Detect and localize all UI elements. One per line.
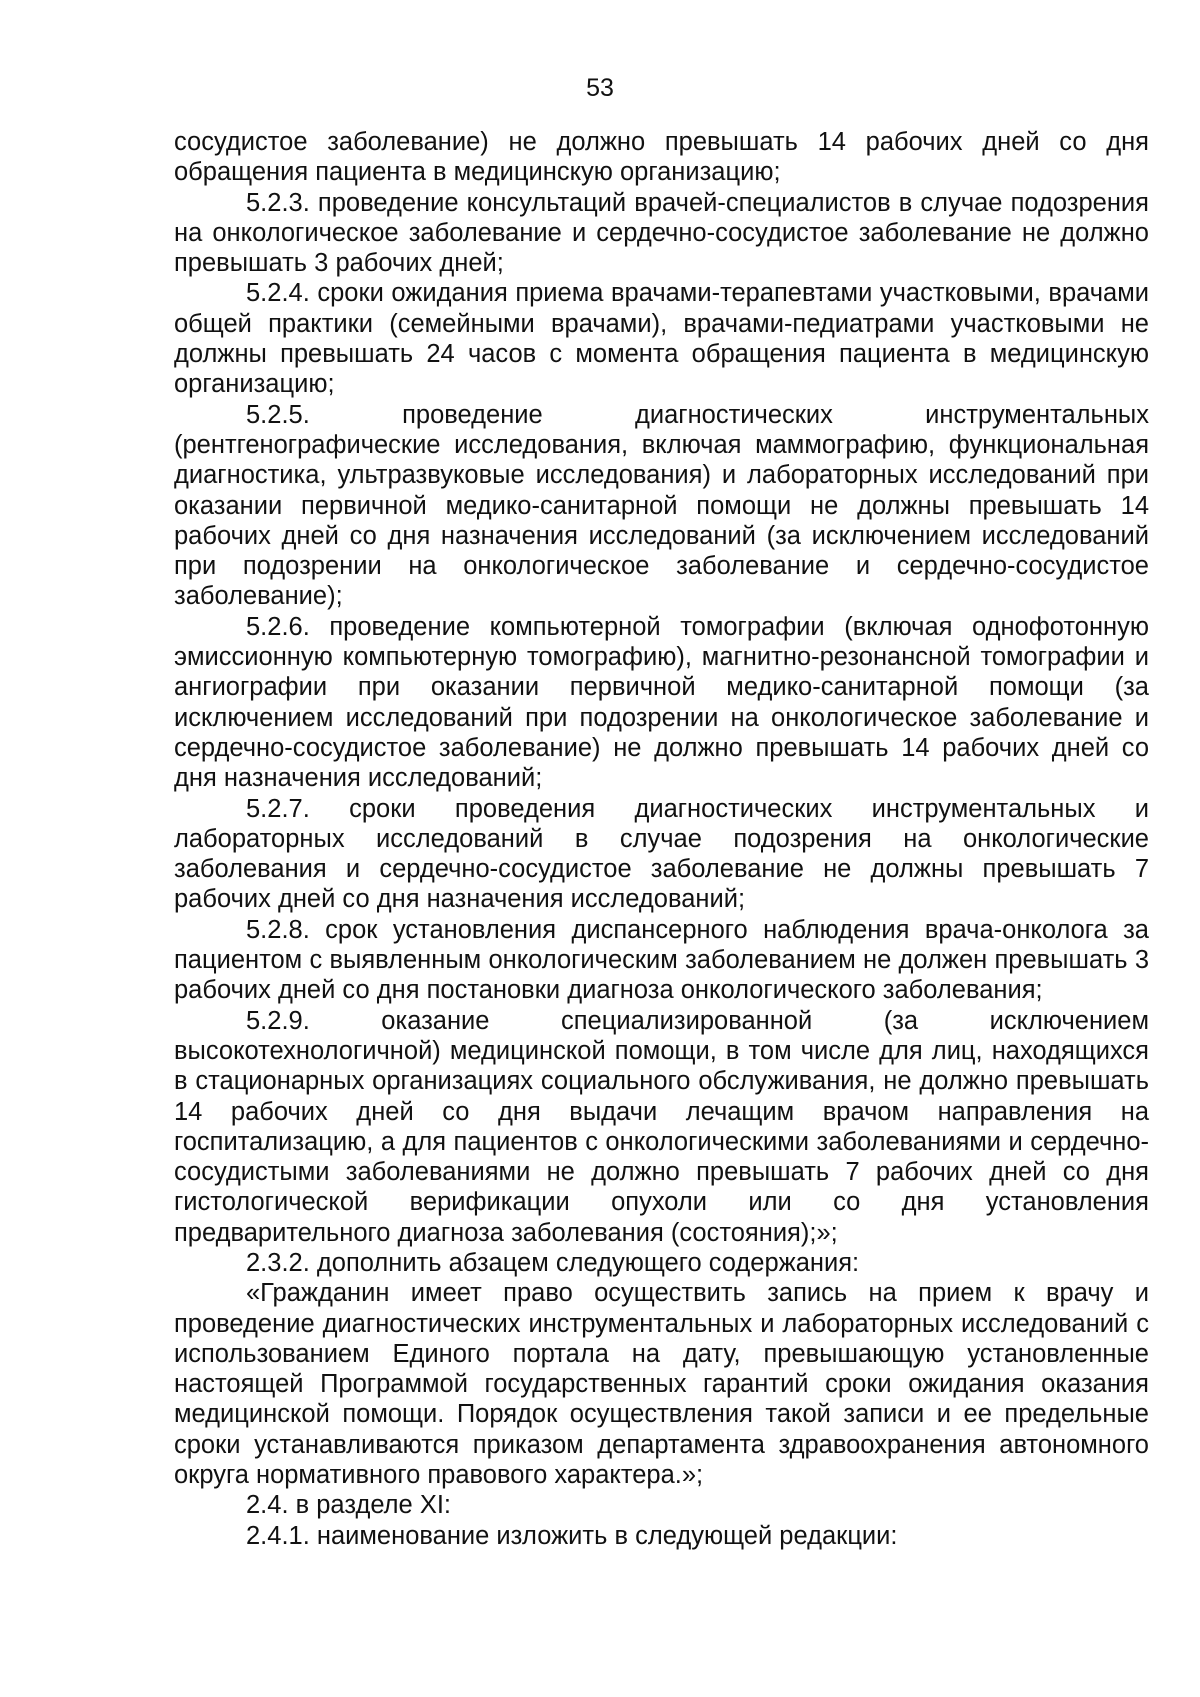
paragraph-2-4-1: 2.4.1. наименование изложить в следующей редакции:	[246, 1521, 898, 1550]
paragraph-5-2-5: 5.2.5. проведение диагностических инструментальных (рентгенографические исследования, включая маммографию, функциональная диагностика, ультразвуковые исследования) и лабораторных исследований при оказании первичной медико-санитарной помощи не должны превышать 14 рабочих дней со дня назначения исследований (за исключением исследований при подозрении на онкологическое заболевание и сердечно-сосудистое заболевание);	[174, 400, 1149, 611]
paragraph-5-2-9: 5.2.9. оказание специализированной (за исключением высокотехнологичной) медицинской помощи, в том числе для лиц, находящихся в стационарных организациях социального обслуживания, не должно превышать 14 рабочих дней со дня выдачи лечащим врачом направления на госпитализацию, а для пациентов с онкологическими заболеваниями и сердечно-сосудистыми заболеваниями не должно превышать 7 рабочих дней со дня гистологической верификации опухоли или со дня установления предварительного диагноза заболевания (состояния);»;	[174, 1006, 1149, 1247]
page-number: 53	[586, 74, 614, 102]
paragraph-continuation: сосудистое заболевание) не должно превышать 14 рабочих дней со дня обращения пациента в медицинскую организацию;	[174, 128, 1149, 187]
paragraph-5-2-4: 5.2.4. сроки ожидания приема врачами-терапевтами участковыми, врачами общей практики (семейными врачами), врачами-педиатрами участковыми не должны превышать 24 часов с момента обращения пациента в медицинскую организацию;	[174, 279, 1149, 399]
paragraph-5-2-8: 5.2.8. срок установления диспансерного наблюдения врача-онколога за пациентом с выявленным онкологическим заболеванием не должен превышать 3 рабочих дней со дня постановки диагноза онкологического заболевания;	[174, 915, 1149, 1005]
paragraph-2-3-2: 2.3.2. дополнить абзацем следующего содержания:	[246, 1248, 860, 1277]
paragraph-5-2-7: 5.2.7. сроки проведения диагностических инструментальных и лабораторных исследований в случае подозрения на онкологические заболевания и сердечно-сосудистое заболевание не должны превышать 7 рабочих дней со дня назначения исследований;	[174, 794, 1149, 914]
document-body	[174, 127, 1149, 1551]
paragraph-5-2-6: 5.2.6. проведение компьютерной томографии (включая однофотонную эмиссионную компьютерную томографию), магнитно-резонансной томографии и ангиографии при оказании первичной медико-санитарной помощи (за исключением исследований при подозрении на онкологическое заболевание и сердечно-сосудистое заболевание) не должно превышать 14 рабочих дней со дня назначения исследований;	[174, 612, 1149, 793]
paragraph-quoted-addition: «Гражданин имеет право осуществить запись на прием к врачу и проведение диагностических инструментальных и лабораторных исследований с использованием Единого портала на дату, превышающую установленные настоящей Программой государственных гарантий сроки ожидания оказания медицинской помощи. Порядок осуществления такой записи и ее предельные сроки устанавливаются приказом департамента здравоохранения автономного округа нормативного правового характера.»;	[174, 1279, 1149, 1490]
paragraph-5-2-3: 5.2.3. проведение консультаций врачей-специалистов в случае подозрения на онкологическое заболевание и сердечно-сосудистое заболевание не должно превышать 3 рабочих дней;	[174, 188, 1149, 278]
paragraph-2-4: 2.4. в разделе XI:	[246, 1491, 451, 1520]
